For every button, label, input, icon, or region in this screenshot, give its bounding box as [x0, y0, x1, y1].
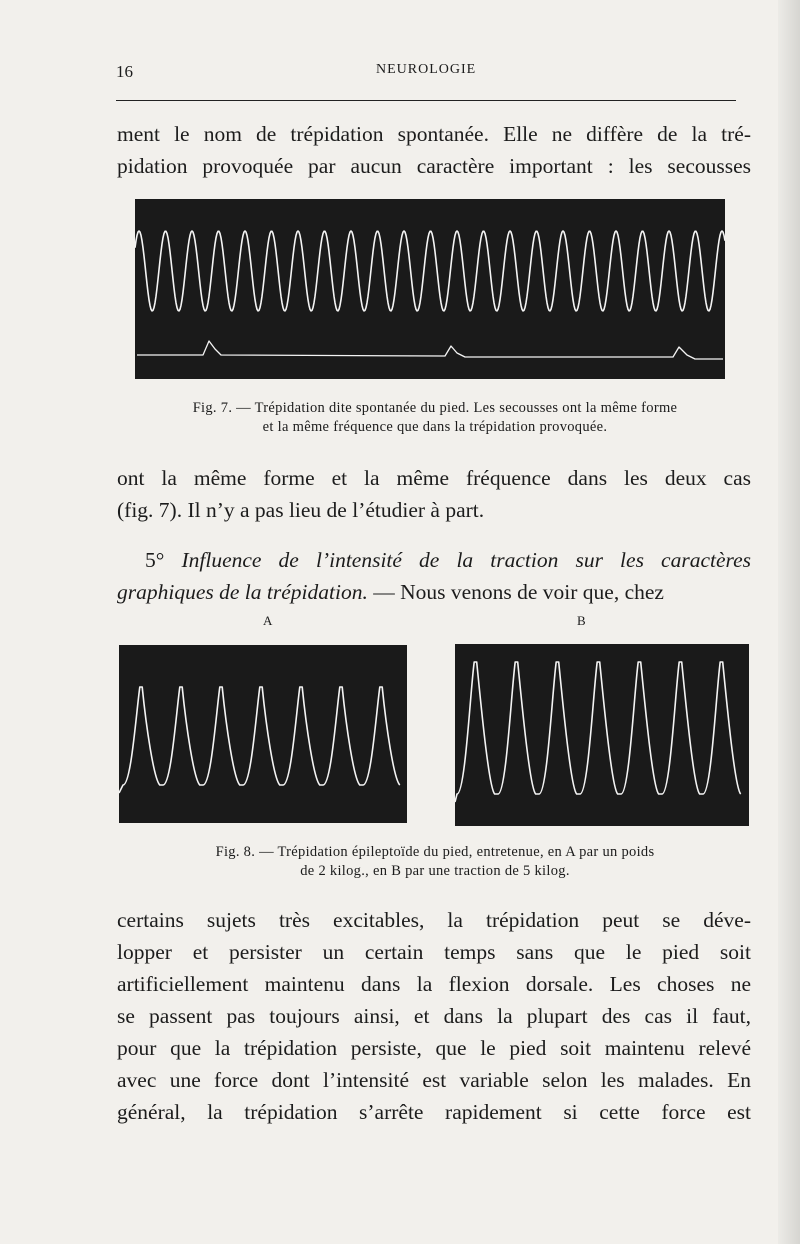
caption-line: et la même fréquence que dans la trépidation provoquée.	[262, 419, 608, 435]
section-text: — Nous venons de voir que, chez	[367, 580, 664, 604]
text-line: pour que la trépidation persiste, que le pied soit maintenu relevé	[117, 1036, 751, 1060]
text-line: ont la même forme et la même fréquence dans les deux cas	[117, 466, 751, 490]
caption-line: Fig. 8. — Trépidation épileptoïde du pied, entretenue, en A par un poids	[215, 844, 655, 860]
text-line: ment le nom de trépidation spontanée. Elle ne diffère de la tré-	[117, 122, 751, 146]
caption-line: de 2 kilog., en B par une traction de 5 kilog.	[300, 863, 570, 879]
page-edge-shadow	[778, 0, 800, 1244]
section-number: 5°	[145, 548, 165, 572]
trace-b	[455, 662, 741, 802]
figure-8-caption	[130, 843, 740, 881]
panel-label-b: B	[577, 613, 586, 628]
panel-label-a: A	[263, 613, 273, 628]
figure-7-caption	[117, 399, 753, 437]
text-line: général, la trépidation s’arrête rapidement si cette force est	[117, 1100, 751, 1124]
running-head: NEUROLOGIE	[376, 62, 477, 77]
paragraph-3	[117, 544, 751, 608]
paragraph-4	[117, 904, 751, 1128]
paragraph-1	[117, 118, 751, 182]
figure-8b-trace	[455, 644, 749, 826]
figure-8a-graph	[119, 645, 407, 823]
text-line: avec une force dont l’intensité est variable selon les malades. En	[117, 1068, 751, 1092]
paragraph-2	[117, 462, 751, 526]
page-number: 16	[116, 62, 133, 81]
figure-8b-graph	[455, 644, 749, 826]
section-title: Influence de l’intensité de la traction sur les caractères	[181, 548, 751, 572]
caption-line: Fig. 7. — Trépidation dite spontanée du pied. Les secousses ont la même forme	[192, 400, 678, 416]
text-line	[117, 544, 751, 576]
figure-8a-trace	[119, 645, 407, 823]
figure-7-graph	[135, 199, 725, 379]
text-line: certains sujets très excitables, la trépidation peut se déve-	[117, 908, 751, 932]
section-title-cont: graphiques de la trépidation.	[117, 580, 368, 604]
text-line: artificiellement maintenu dans la flexion dorsale. Les choses ne	[117, 972, 751, 996]
oscillation-trace	[135, 231, 725, 311]
text-line: lopper et persister un certain temps sans que le pied soit	[117, 940, 751, 964]
text-line: pidation provoquée par aucun caractère important : les secousses	[117, 154, 751, 178]
trace-a	[119, 687, 400, 793]
figure-7-trace	[135, 199, 725, 379]
text-line: se passent pas toujours ainsi, et dans la plupart des cas il faut,	[117, 1004, 751, 1028]
baseline-trace	[137, 341, 723, 359]
text-line	[117, 576, 751, 608]
text-line: (fig. 7). Il n’y a pas lieu de l’étudier à part.	[117, 498, 485, 522]
page-header	[116, 62, 738, 84]
header-rule	[116, 100, 736, 101]
